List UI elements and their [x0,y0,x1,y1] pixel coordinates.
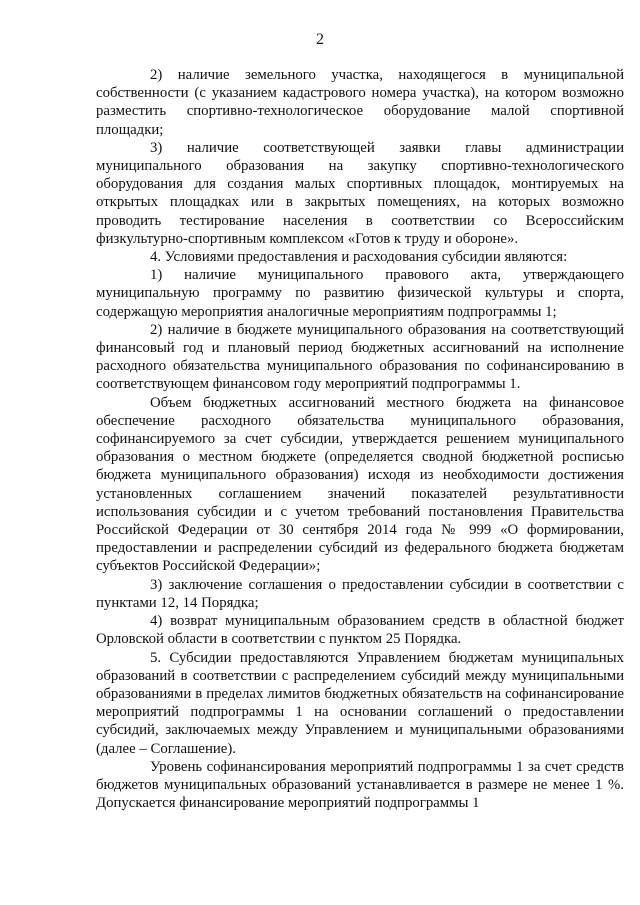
paragraph: 4) возврат муниципальным образованием средств в областной бюджет Орловской области в соответствии с пунктом 25 Порядка. [96,613,624,648]
page-number: 2 [316,31,324,48]
paragraph: 3) наличие соответствующей заявки главы администрации муниципального образования на закупку спортивно-технологического оборудования для создания малых спортивных площадок, монтируемых на открытых площадках или в закрытых помещениях, на которых возможно проводить тестирование населения в соответствии со Всероссийским физкультурно-спортивным комплексом «Готов к труду и обороне». [96,139,624,247]
paragraph: Уровень софинансирования мероприятий подпрограммы 1 за счет средств бюджетов муниципальных образований устанавливается в размере не менее 1 %. Допускается финансирование мероприятий подпрограммы 1 [96,758,624,812]
paragraph: 2) наличие в бюджете муниципального образования на соответствующий финансовый год и плановый период бюджетных ассигнований на исполнение расходного обязательства муниципального образования по софинансированию в соответствующем финансовом году мероприятий подпрограммы 1. [96,321,624,393]
paragraph: 4. Условиями предоставления и расходования субсидии являются: [150,249,568,266]
paragraph: 2) наличие земельного участка, находящегося в муниципальной собственности (с указанием кадастрового номера участка), на котором возможно разместить спортивно-технологическое оборудование малой спортивной площадки; [96,67,624,138]
paragraph: 5. Субсидии предоставляются Управлением бюджетам муниципальных образований в соответствии с распределением субсидий между муниципальными образованиями в пределах лимитов бюджетных обязательств на софинансирование мероприятий подпрограммы 1 на основании соглашений о предоставлении субсидий, заключаемых между Управлением и муниципальными образованиями (далее – Соглашение). [96,649,624,757]
paragraph: 3) заключение соглашения о предоставлении субсидии в соответствии с пунктами 12, 14 Порядка; [96,576,624,611]
paragraph: Объем бюджетных ассигнований местного бюджета на финансовое обеспечение расходного обязательства муниципального образования, софинансируемого за счет субсидии, утверждается решением муниципального образования о местном бюджете (определяется сводной бюджетной росписью бюджета муниципального образования) исходя из необходимости достижения установленных соглашением значений показателей результативности использования субсидии и с учетом требований постановления Правительства Российской Федерации от 30 сентября 2014 года № 999 «О формировании, предоставлении и распределении субсидий из федерального бюджета бюджетам субъектов Российской Федерации»; [96,394,624,575]
paragraph: 1) наличие муниципального правового акта, утверждающего муниципальную программу по развитию физической культуры и спорта, содержащую мероприятия аналогичные мероприятиям подпрограммы 1; [96,267,624,320]
document-body [96,66,624,812]
